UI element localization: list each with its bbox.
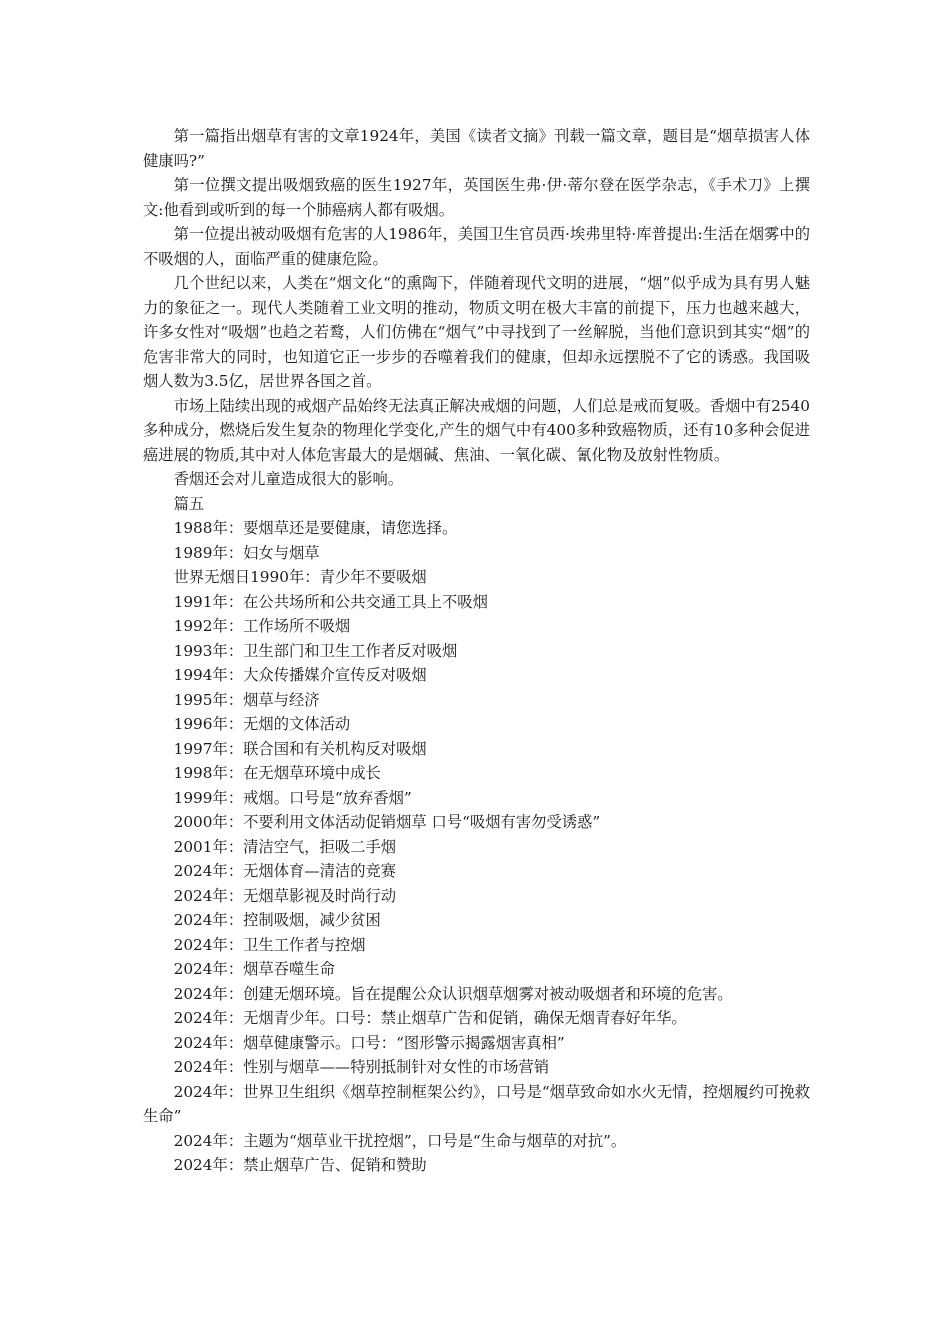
list-item: 2024年：无烟青少年。口号：禁止烟草广告和促销，确保无烟青春好年华。	[173, 1009, 687, 1027]
paragraph-first-article: 第一篇指出烟草有害的文章1924年，美国《读者文摘》刊载一篇文章，题目是“烟草损害人体健康吗?”	[143, 127, 810, 170]
list-item: 2024年：性别与烟草——特别抵制针对女性的市场营销	[173, 1058, 550, 1076]
list-item: 世界无烟日1990年：青少年不要吸烟	[173, 568, 427, 586]
list-item: 1998年：在无烟草环境中成长	[173, 764, 381, 782]
list-item: 2024年：创建无烟环境。旨在提醒公众认识烟草烟雾对被动吸烟者和环境的危害。	[173, 984, 733, 1003]
list-item: 1999年：戒烟。口号是“放弃香烟”	[173, 788, 412, 807]
list-item: 1994年：大众传播媒介宣传反对吸烟	[173, 666, 427, 684]
list-item: 2024年：卫生工作者与控烟	[173, 935, 366, 954]
list-item: 2024年：烟草吞噬生命	[173, 960, 335, 978]
list-item: 1988年：要烟草还是要健康，请您选择。	[173, 519, 458, 537]
list-item: 2024年：无烟草影视及时尚行动	[173, 886, 397, 905]
list-item: 1989年：妇女与烟草	[173, 543, 320, 562]
list-item: 1995年：烟草与经济	[173, 690, 320, 709]
list-item: 2024年：控制吸烟，减少贫困	[173, 911, 381, 929]
paragraph-smoking-culture: 几个世纪以来，人类在“烟文化“的熏陶下，伴随着现代文明的进展，“烟”似乎成为具有男人魅力的象征之一。现代人类随着工业文明的推动，物质文明在极大丰富的前提下，压力也越来越大，许多女性对“吸烟”也趋之若鹜，人们仿佛在“烟气”中寻找到了一丝解脱，当他们意识到其实“烟”的危害非常大的同时，也知道它正一步步的吞噬着我们的健康，但却永远摆脱不了它的诱惑。我国吸烟人数为3.5亿，居世界各国之首。	[143, 274, 810, 390]
document-body	[143, 124, 810, 1178]
paragraph-children: 香烟还会对儿童造成很大的影响。	[173, 470, 404, 488]
list-item: 2024年：世界卫生组织《烟草控制框架公约》，口号是“烟草致命如水火无情，控烟履约可挽救生命”	[143, 1082, 810, 1125]
list-item: 2024年：烟草健康警示。口号：“图形警示揭露烟害真相”	[173, 1033, 565, 1052]
list-item: 1992年：工作场所不吸烟	[173, 617, 351, 635]
list-item: 2024年：主题为“烟草业干扰控烟”，口号是“生命与烟草的对抗”。	[173, 1131, 627, 1150]
paragraph-passive-smoking: 第一位提出被动吸烟有危害的人1986年，美国卫生官员西·埃弗里特·库普提出:生活在烟雾中的不吸烟的人，面临严重的健康危险。	[143, 225, 810, 268]
list-item: 2001年：清洁空气，拒吸二手烟	[173, 837, 397, 856]
list-item: 2024年：无烟体育—清洁的竞赛	[173, 862, 397, 880]
list-item: 1993年：卫生部门和卫生工作者反对吸烟	[173, 641, 458, 660]
paragraph-first-doctor: 第一位撰文提出吸烟致癌的医生1927年，英国医生弗·伊·蒂尔登在医学杂志，《手术刀》上撰文:他看到或听到的每一个肺癌病人都有吸烟。	[143, 176, 810, 219]
list-item: 2000年：不要利用文体活动促销烟草 口号“吸烟有害勿受诱惑”	[173, 813, 601, 831]
list-item: 1997年：联合国和有关机构反对吸烟	[173, 739, 427, 758]
list-item: 2024年：禁止烟草广告、促销和赞助	[173, 1156, 427, 1174]
list-item: 1991年：在公共场所和公共交通工具上不吸烟	[173, 592, 488, 611]
paragraph-quit-products: 市场上陆续出现的戒烟产品始终无法真正解决戒烟的问题，人们总是戒而复吸。香烟中有2540多种成分，燃烧后发生复杂的物理化学变化,产生的烟气中有400多种致癌物质，还有10多种会促进癌进展的物质,其中对人体危害最大的是烟碱、焦油、一氧化碳、氰化物及放射性物质。	[143, 396, 810, 464]
list-item: 1996年：无烟的文体活动	[173, 715, 351, 733]
section-heading: 篇五	[173, 494, 205, 513]
year-theme-list	[143, 516, 810, 1178]
